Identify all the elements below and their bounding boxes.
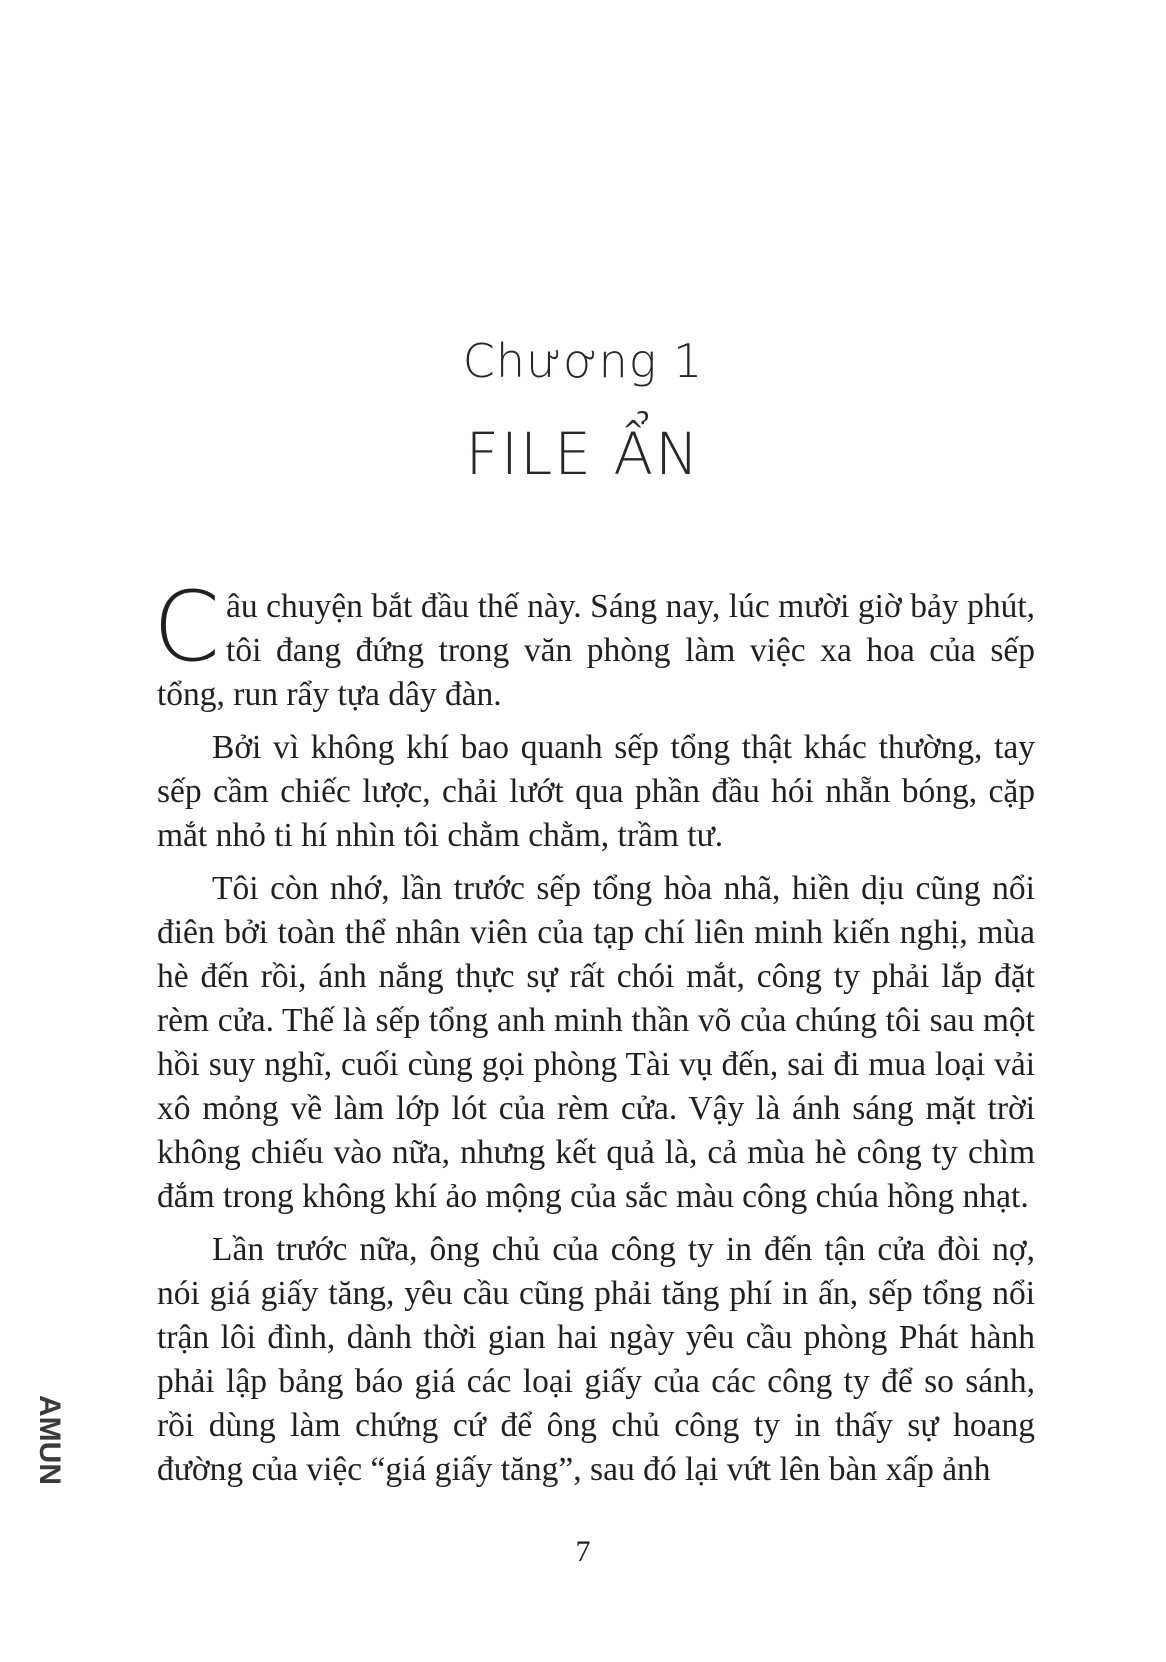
paragraph-3: Tôi còn nhớ, lần trước sếp tổng hòa nhã, hiền dịu cũng nổi điên bởi toàn thể nhân viên của tạp chí liên minh kiến nghị, mùa hè đến rồi, ánh nắng thực sự rất chói mắt, công ty phải lắp đặt rèm cửa. Thế là sếp tổng anh minh thần võ của chúng tôi sau một hồi suy nghĩ, cuối cùng gọi phòng Tài vụ đến, sai đi mua loại vải xô mỏng về làm lớp lót của rèm cửa. Vậy là ánh sáng mặt trời không chiếu vào nữa, nhưng kết quả là, cả mùa hè công ty chìm đắm trong không khí ảo mộng của sắc màu công chúa hồng nhạt.	[157, 870, 1035, 1215]
paragraph-4: Lần trước nữa, ông chủ của công ty in đến tận cửa đòi nợ, nói giá giấy tăng, yêu cầu cũng phải tăng phí in ấn, sếp tổng nổi trận lôi đình, dành thời gian hai ngày yêu cầu phòng Phát hành phải lập bảng báo giá các loại giấy của các công ty để so sánh, rồi dùng làm chứng cứ để ông chủ công ty in thấy sự hoang đường của việc “giá giấy tăng”, sau đó lại vứt lên bàn xấp ảnh	[157, 1231, 1035, 1488]
publisher-logo: AMUN	[33, 1395, 66, 1485]
drop-cap: C	[153, 571, 221, 683]
chapter-label: Chương 1	[462, 334, 704, 388]
chapter-title: FILE ẨN	[465, 420, 701, 488]
paragraph-1	[153, 571, 1035, 717]
paragraph-1-text: âu chuyện bắt đầu thế này. Sáng nay, lúc mười giờ bảy phút, tôi đang đứng trong văn phòng làm việc xa hoa của sếp tổng, run rẩy tựa dây đàn.	[157, 588, 1035, 713]
paragraph-2: Bởi vì không khí bao quanh sếp tổng thật khác thường, tay sếp cầm chiếc lược, chải lướt qua phần đầu hói nhẵn bóng, cặp mắt nhỏ ti hí nhìn tôi chằm chằm, trầm tư.	[157, 729, 1035, 854]
chapter-body	[153, 571, 1035, 1501]
page-number: 7	[575, 1535, 591, 1568]
